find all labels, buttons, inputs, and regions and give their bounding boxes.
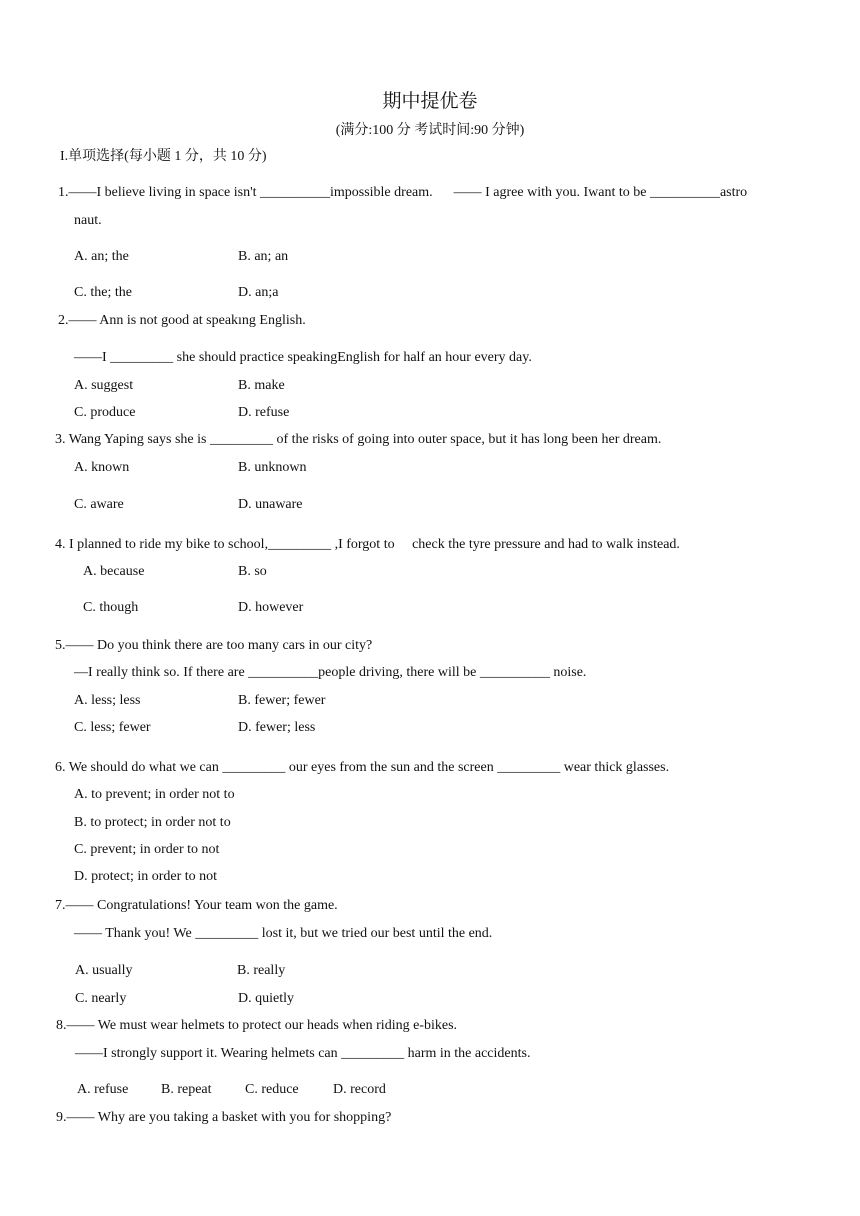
question-1-option-b: B. an; an (238, 249, 289, 264)
question-1-stem: 1.——I believe living in space isn't __________impossible dream. —— I agree with you. Iwant to be __________astro (58, 185, 748, 200)
question-4-option-c: C. though (83, 600, 139, 615)
question-8-option-a: A. refuse (77, 1082, 129, 1097)
question-2-option-a: A. suggest (74, 378, 134, 393)
question-5-option-a: A. less; less (74, 693, 141, 708)
question-6-option-c: C. prevent; in order to not (74, 842, 220, 857)
question-3-option-c: C. aware (74, 497, 124, 512)
question-3-stem: 3. Wang Yaping says she is _________ of the risks of going into outer space, but it has long been her dream. (55, 432, 662, 447)
question-4-option-b: B. so (238, 564, 267, 579)
question-6-option-d: D. protect; in order to not (74, 869, 218, 884)
question-8-option-c: C. reduce (245, 1082, 299, 1097)
question-7-option-d: D. quietly (238, 991, 294, 1006)
question-2-option-b: B. make (238, 378, 285, 393)
question-7-stem: 7.—— Congratulations! Your team won the game. (55, 898, 338, 913)
question-7-option-a: A. usually (75, 963, 133, 978)
page-title: 期中提优卷 (382, 90, 478, 112)
question-5-option-d: D. fewer; less (238, 720, 316, 735)
question-5-stem-cont: —I really think so. If there are __________people driving, there will be __________ noise. (74, 665, 587, 680)
question-6-option-b: B. to protect; in order not to (74, 815, 231, 830)
question-3-option-a: A. known (74, 460, 130, 475)
question-8-option-b: B. repeat (161, 1082, 212, 1097)
question-6-stem: 6. We should do what we can _________ our eyes from the sun and the screen _________ wear thick glasses. (55, 760, 670, 775)
question-2-stem: 2.—— Ann is not good at speakıng English. (58, 313, 306, 328)
question-7-stem-cont: —— Thank you! We _________ lost it, but we tried our best until the end. (74, 926, 493, 941)
question-1-option-c: C. the; the (74, 285, 132, 300)
question-8-stem: 8.—— We must wear helmets to protect our heads when riding e-bikes. (56, 1018, 458, 1033)
question-8-stem-cont: ——I strongly support it. Wearing helmets can _________ harm in the accidents. (75, 1046, 531, 1061)
question-5-option-b: B. fewer; fewer (238, 693, 326, 708)
question-7-option-b: B. really (237, 963, 286, 978)
question-1-option-d: D. an;a (238, 285, 279, 300)
question-9-stem: 9.—— Why are you taking a basket with you for shopping? (56, 1110, 392, 1125)
question-3-option-b: B. unknown (238, 460, 307, 475)
question-6-option-a: A. to prevent; in order not to (74, 787, 235, 802)
question-5-option-c: C. less; fewer (74, 720, 151, 735)
page-subtitle: (满分:100 分 考试时间:90 分钟) (335, 123, 525, 138)
question-8-option-d: D. record (333, 1082, 386, 1097)
question-3-option-d: D. unaware (238, 497, 303, 512)
question-7-option-c: C. nearly (75, 991, 127, 1006)
section-heading: I.单项选择(每小题 1 分，共 10 分) (60, 149, 267, 164)
question-2-stem-cont: ——I _________ she should practice speakingEnglish for half an hour every day. (74, 350, 532, 365)
question-1-stem-cont: naut. (74, 213, 102, 228)
question-4-option-d: D. however (238, 600, 304, 615)
question-5-stem: 5.—— Do you think there are too many cars in our city? (55, 638, 373, 653)
question-4-stem: 4. I planned to ride my bike to school,_________ ,I forgot to check the tyre pressure and had to walk instead. (55, 537, 680, 552)
question-1-option-a: A. an; the (74, 249, 129, 264)
question-2-option-c: C. produce (74, 405, 136, 420)
question-2-option-d: D. refuse (238, 405, 290, 420)
question-4-option-a: A. because (83, 564, 145, 579)
